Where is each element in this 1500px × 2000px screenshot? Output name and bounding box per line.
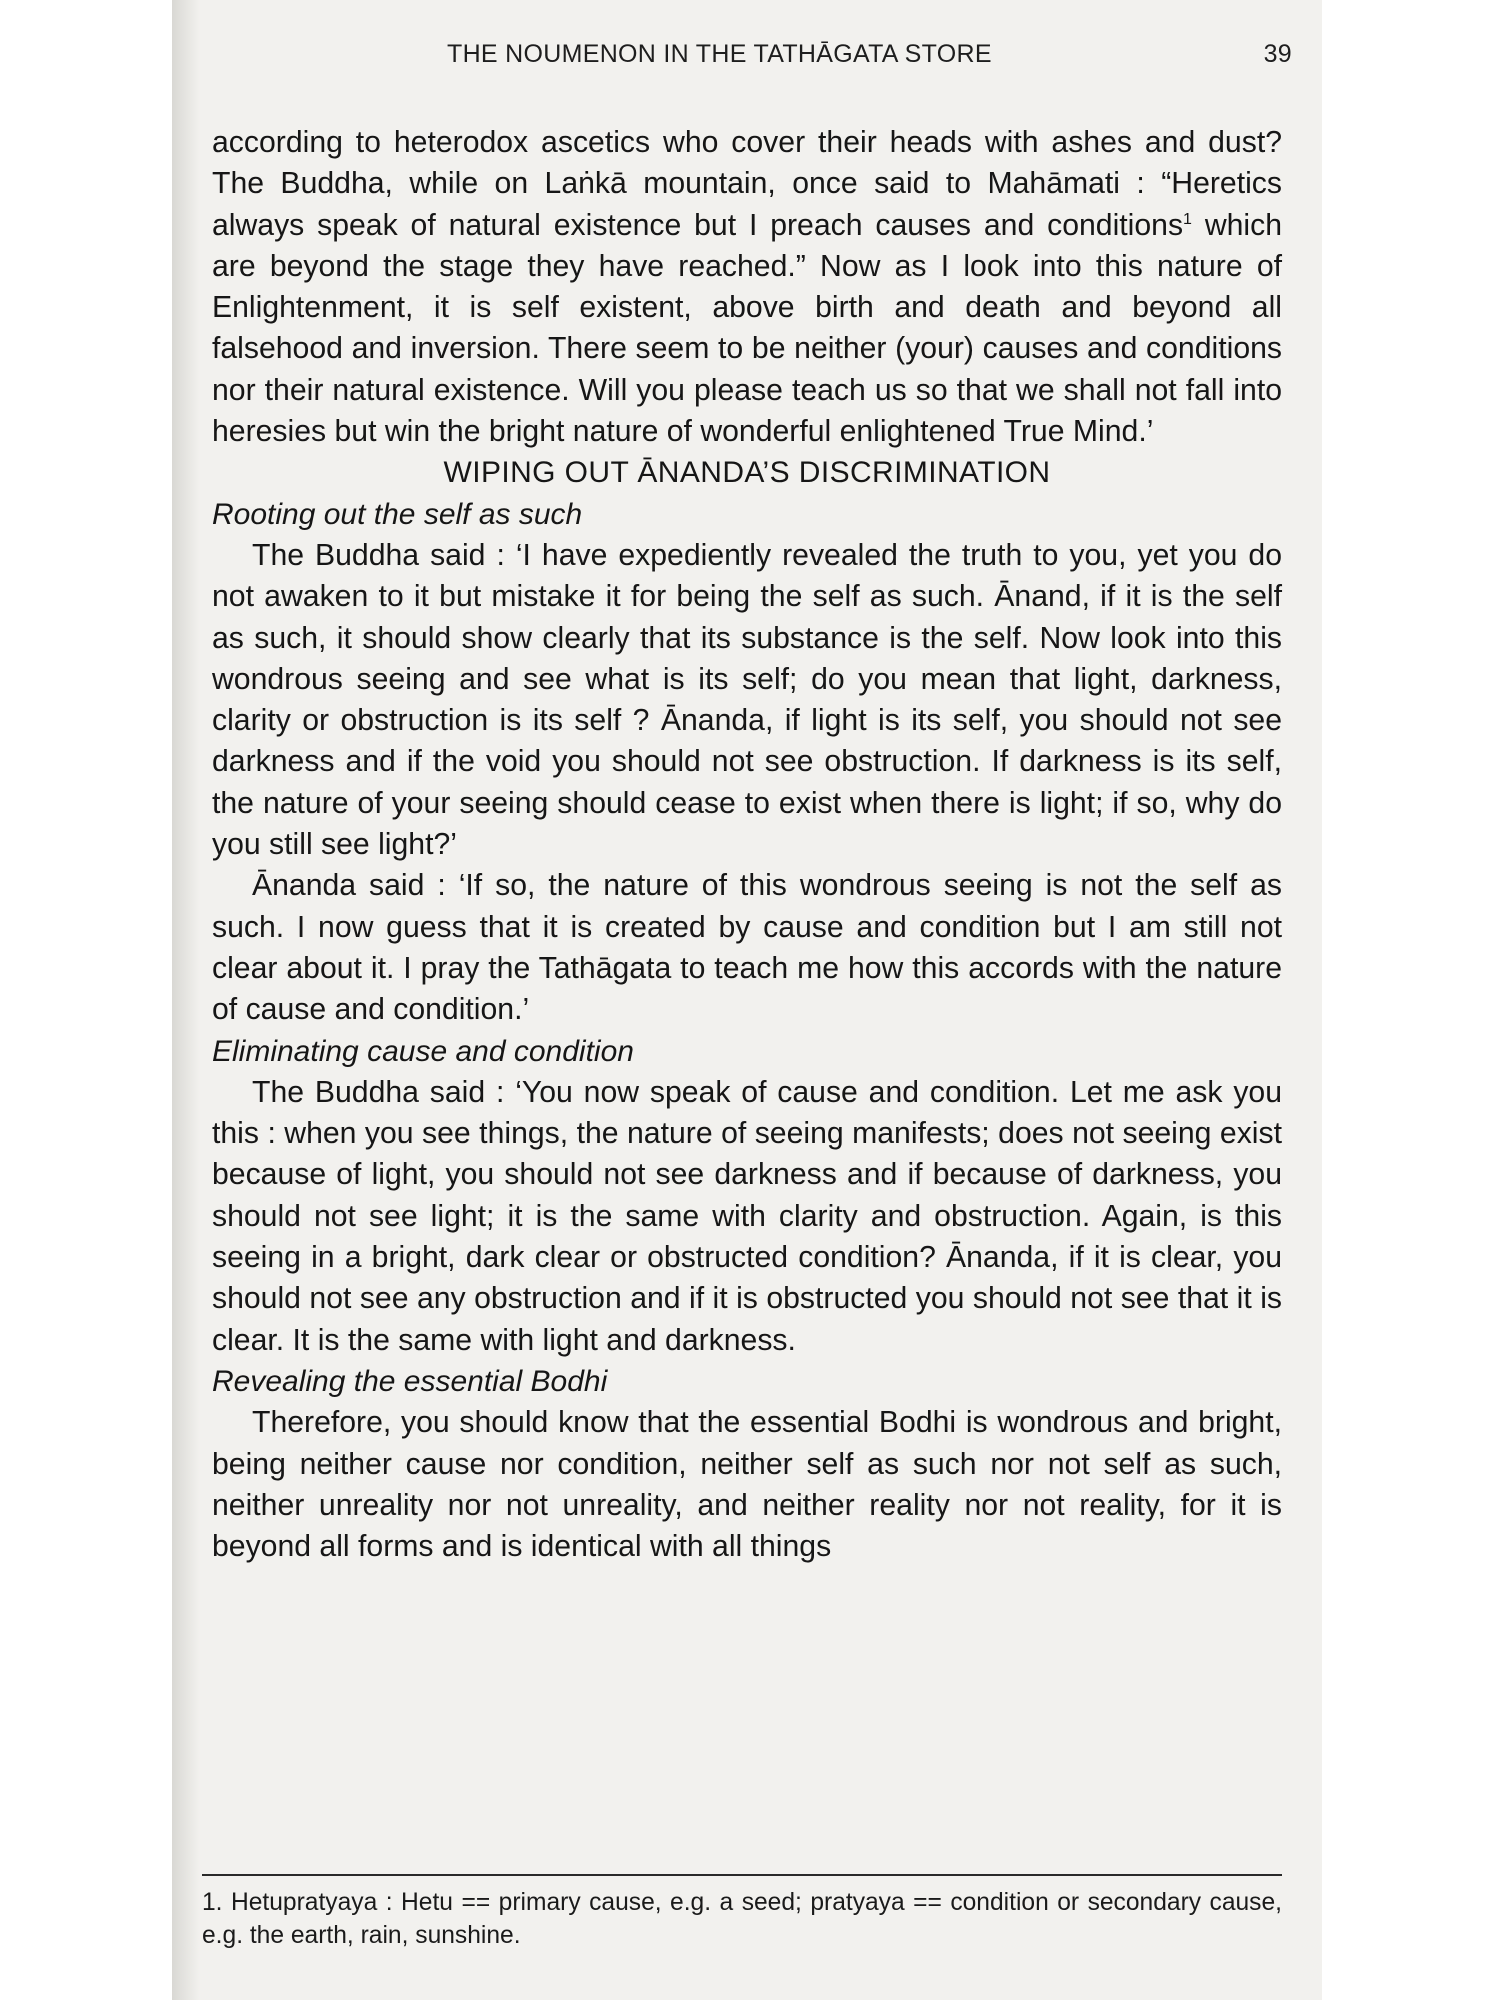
- paragraph-continued: [212, 122, 1282, 452]
- paragraph: Therefore, you should know that the essential Bodhi is wondrous and bright, being neither cause nor condition, neither self as such nor not self as such, neither unreality nor not unreality, and neither reality nor not reality, for it is beyond all forms and is identical with all things: [212, 1406, 1282, 1564]
- body-text: [212, 122, 1282, 1567]
- footnote-reference: 1: [1183, 210, 1192, 228]
- paragraph: The Buddha said : ‘I have expediently revealed the truth to you, yet you do not awaken to it but mistake it for being the self as such. Ānand, if it is the self as such, it should show clearly that its substance is the self. Now look into this wondrous seeing and see what is its self; do you mean that light, darkness, clarity or obstruction is its self ? Ānanda, if light is its self, you should not see darkness and if the void you should not see obstruction. If darkness is its self, the nature of your seeing should cease to exist when there is light; if so, why do you still see light?’: [212, 538, 1282, 862]
- footnote-divider: [202, 1874, 1282, 1876]
- running-header: [172, 40, 1322, 74]
- subheading-rooting-out-self: Rooting out the self as such: [212, 497, 583, 531]
- book-page: [172, 0, 1322, 2000]
- paragraph: Ānanda said : ‘If so, the nature of this wondrous seeing is not the self as such. I now guess that it is created by cause and condition but I am still not clear about it. I pray the Tathāgata to teach me how this accords with the nature of cause and condition.’: [212, 869, 1282, 1027]
- paragraph-text: which are beyond the stage they have reached.” Now as I look into this nature of Enlightenment, it is self existent, above birth and death and beyond all falsehood and inversion. There seem to be neither (your) causes and conditions nor their natural existence. Will you please teach us so that we shall not fall into heresies but win the bright nature of wonderful enlightened True Mind.’: [212, 208, 1282, 449]
- subheading-revealing-bodhi: Revealing the essential Bodhi: [212, 1364, 608, 1398]
- running-title: THE NOUMENON IN THE TATHĀGATA STORE: [447, 40, 992, 68]
- paragraph: The Buddha said : ‘You now speak of cause and condition. Let me ask you this : when you see things, the nature of seeing manifests; does not seeing exist because of light, you should not see darkness and if because of darkness, you should not see light; it is the same with clarity and obstruction. Again, is this seeing in a bright, dark clear or obstructed condition? Ānanda, if it is clear, you should not see any obstruction and if it is obstructed you should not see that it is clear. It is the same with light and darkness.: [212, 1075, 1282, 1357]
- section-heading: WIPING OUT ĀNANDA’S DISCRIMINATION: [443, 456, 1051, 490]
- paragraph-text: according to heterodox ascetics who cover their heads with ashes and dust? The Buddha, while on Laṅkā mountain, once said to Mahāmati : “Heretics always speak of natural existence but I preach causes and conditions: [212, 126, 1282, 242]
- footnote: 1. Hetupratyaya : Hetu == primary cause, e.g. a seed; pratyaya == condition or secondary cause, e.g. the earth, rain, sunshine.: [202, 1889, 1282, 1949]
- page-number: 39: [1263, 40, 1292, 68]
- subheading-eliminating-cause: Eliminating cause and condition: [212, 1034, 634, 1068]
